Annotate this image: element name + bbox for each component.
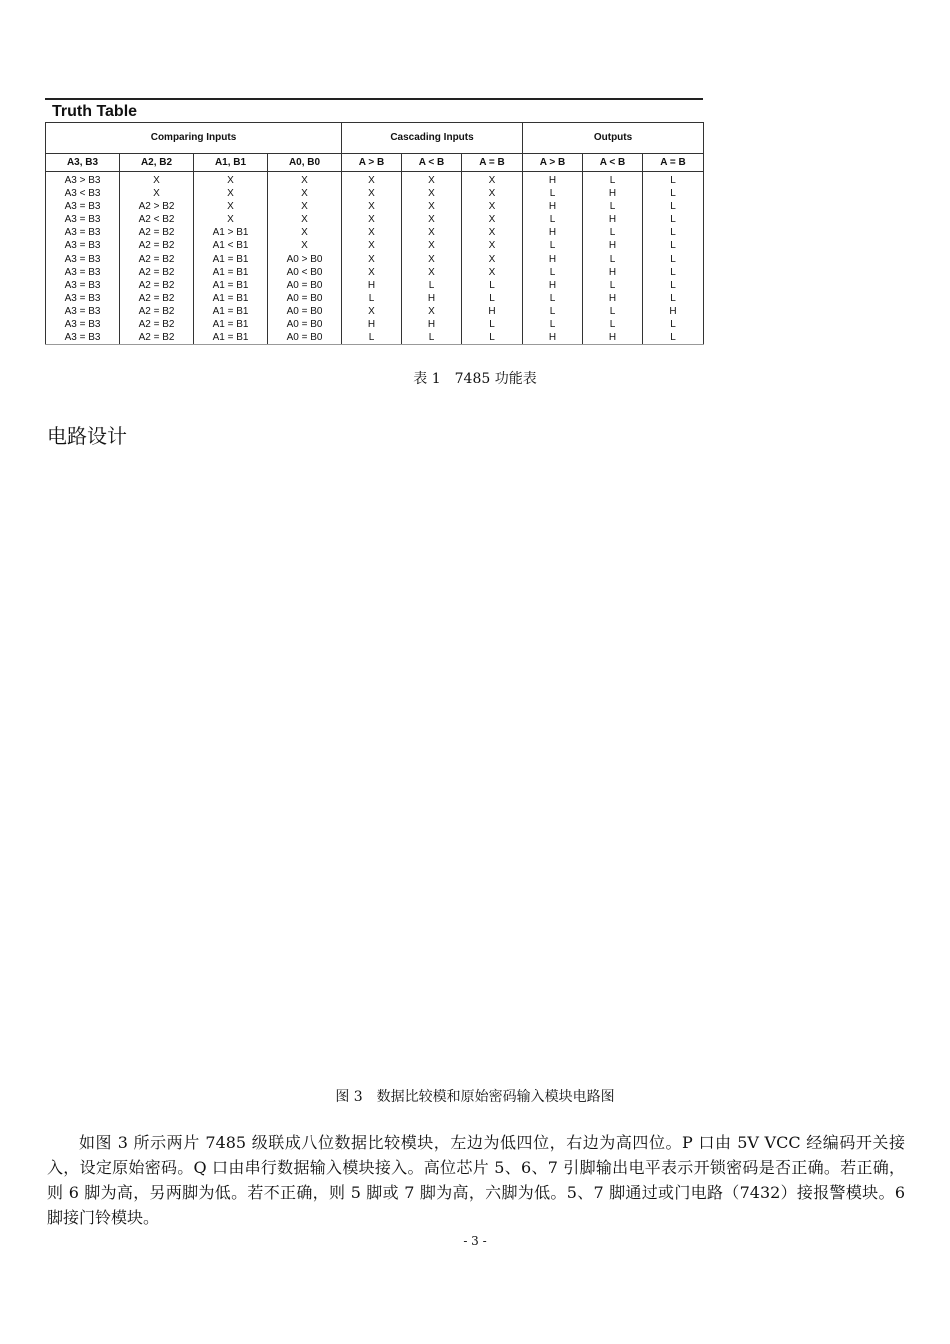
table-cell: X <box>462 253 523 266</box>
table-cell: H <box>583 239 643 252</box>
table-cell: L <box>402 331 462 345</box>
table-cell: H <box>523 331 583 345</box>
table-cell: A2 < B2 <box>120 213 194 226</box>
table-cell: X <box>194 172 268 188</box>
table-cell: X <box>402 239 462 252</box>
table-row <box>46 318 704 331</box>
table-cell: H <box>583 213 643 226</box>
table-cell: X <box>462 187 523 200</box>
table-cell: A2 = B2 <box>120 239 194 252</box>
table-cell: A3 = B3 <box>46 200 120 213</box>
table-cell: X <box>342 239 402 252</box>
figure-caption: 图 3 数据比较模和原始密码输入模块电路图 <box>335 1089 615 1105</box>
table-cell: X <box>462 172 523 188</box>
table-cell: L <box>643 226 704 239</box>
table-cell: H <box>402 292 462 305</box>
table-cell: X <box>462 213 523 226</box>
table-cell: X <box>342 172 402 188</box>
table-cell: H <box>523 172 583 188</box>
table-cell: A2 = B2 <box>120 253 194 266</box>
table-cell: A2 = B2 <box>120 226 194 239</box>
table-cell: A3 > B3 <box>46 172 120 188</box>
table-cell: H <box>523 226 583 239</box>
table-cell: L <box>523 305 583 318</box>
table-cell: A2 = B2 <box>120 305 194 318</box>
table-cell: H <box>342 318 402 331</box>
table-cell: L <box>643 292 704 305</box>
table-cell: X <box>462 200 523 213</box>
table-cell: X <box>342 253 402 266</box>
table-cell: A2 = B2 <box>120 292 194 305</box>
table-cell: A0 > B0 <box>268 253 342 266</box>
table-cell: X <box>194 187 268 200</box>
table-cell: A3 = B3 <box>46 253 120 266</box>
table-cell: L <box>643 253 704 266</box>
table-cell: X <box>402 187 462 200</box>
table-cell: H <box>523 279 583 292</box>
table-row <box>46 305 704 318</box>
table-cell: H <box>342 279 402 292</box>
table-cell: A2 > B2 <box>120 200 194 213</box>
table-cell: A2 = B2 <box>120 331 194 345</box>
table-cell: A1 = B1 <box>194 279 268 292</box>
table-cell: L <box>643 213 704 226</box>
table-cell: A1 < B1 <box>194 239 268 252</box>
column-header: A0, B0 <box>268 154 342 172</box>
truth-table-title: Truth Table <box>45 98 703 122</box>
table-cell: X <box>120 187 194 200</box>
table-cell: A1 = B1 <box>194 305 268 318</box>
table-cell: H <box>402 318 462 331</box>
table-cell: L <box>402 279 462 292</box>
column-header: A = B <box>643 154 704 172</box>
table-cell: X <box>342 213 402 226</box>
table-cell: L <box>523 266 583 279</box>
table-cell: A3 = B3 <box>46 305 120 318</box>
column-header: A3, B3 <box>46 154 120 172</box>
table-cell: L <box>583 200 643 213</box>
truth-table <box>45 122 704 345</box>
table-cell: L <box>643 279 704 292</box>
truth-table-figure <box>45 98 703 354</box>
table-cell: A3 = B3 <box>46 331 120 345</box>
table-cell: H <box>643 305 704 318</box>
table-cell: L <box>583 226 643 239</box>
table-cell: L <box>523 213 583 226</box>
table-cell: L <box>643 266 704 279</box>
table-cell: A3 = B3 <box>46 266 120 279</box>
table-cell: A3 = B3 <box>46 279 120 292</box>
table-cell: H <box>583 331 643 345</box>
table-cell: H <box>523 253 583 266</box>
table-row <box>46 331 704 345</box>
table-cell: X <box>402 172 462 188</box>
table-cell: A0 = B0 <box>268 331 342 345</box>
table-cell: L <box>583 279 643 292</box>
table-cell: L <box>643 187 704 200</box>
column-header: A < B <box>402 154 462 172</box>
table-row <box>46 226 704 239</box>
table-caption: 表 1 7485 功能表 <box>413 371 537 387</box>
table-cell: L <box>342 331 402 345</box>
table-cell: L <box>462 318 523 331</box>
table-row <box>46 200 704 213</box>
table-cell: L <box>462 331 523 345</box>
table-cell: L <box>523 239 583 252</box>
table-cell: X <box>268 200 342 213</box>
table-cell: A0 = B0 <box>268 279 342 292</box>
table-cell: L <box>583 305 643 318</box>
table-cell: A2 = B2 <box>120 318 194 331</box>
table-cell: L <box>342 292 402 305</box>
table-row <box>46 172 704 188</box>
table-cell: L <box>523 187 583 200</box>
table-cell: X <box>342 226 402 239</box>
table-cell: A1 = B1 <box>194 253 268 266</box>
table-cell: L <box>643 200 704 213</box>
table-cell: A0 < B0 <box>268 266 342 279</box>
table-cell: X <box>342 200 402 213</box>
section-heading: 电路设计 <box>47 424 127 448</box>
group-header-comparing: Comparing Inputs <box>46 123 342 154</box>
table-row <box>46 253 704 266</box>
page-number: - 3 - <box>463 1234 487 1248</box>
table-cell: L <box>643 239 704 252</box>
table-cell: X <box>402 200 462 213</box>
table-cell: A1 > B1 <box>194 226 268 239</box>
table-row <box>46 239 704 252</box>
table-cell: X <box>342 187 402 200</box>
table-cell: X <box>268 239 342 252</box>
table-cell: X <box>268 213 342 226</box>
table-cell: A3 = B3 <box>46 292 120 305</box>
table-cell: X <box>462 226 523 239</box>
table-row <box>46 213 704 226</box>
table-cell: X <box>268 172 342 188</box>
table-row <box>46 266 704 279</box>
table-cell: L <box>583 318 643 331</box>
table-cell: A1 = B1 <box>194 292 268 305</box>
table-cell: L <box>643 331 704 345</box>
group-header-outputs: Outputs <box>523 123 704 154</box>
table-cell: A2 = B2 <box>120 279 194 292</box>
table-cell: L <box>462 279 523 292</box>
table-cell: X <box>120 172 194 188</box>
table-cell: X <box>342 305 402 318</box>
table-cell: A1 = B1 <box>194 318 268 331</box>
table-cell: L <box>462 292 523 305</box>
table-cell: X <box>402 305 462 318</box>
table-cell: L <box>643 172 704 188</box>
table-cell: A0 = B0 <box>268 292 342 305</box>
table-row <box>46 187 704 200</box>
table-cell: L <box>583 172 643 188</box>
table-cell: A2 = B2 <box>120 266 194 279</box>
table-cell: X <box>462 239 523 252</box>
table-cell: A0 = B0 <box>268 305 342 318</box>
table-row <box>46 292 704 305</box>
table-cell: L <box>643 318 704 331</box>
table-cell: X <box>402 213 462 226</box>
table-cell: A0 = B0 <box>268 318 342 331</box>
table-cell: X <box>402 226 462 239</box>
table-cell: A1 = B1 <box>194 331 268 345</box>
table-cell: A3 = B3 <box>46 213 120 226</box>
table-cell: X <box>268 187 342 200</box>
group-header-cascading: Cascading Inputs <box>342 123 523 154</box>
column-header: A1, B1 <box>194 154 268 172</box>
table-cell: A3 = B3 <box>46 239 120 252</box>
table-cell: H <box>583 292 643 305</box>
table-cell: A3 = B3 <box>46 318 120 331</box>
table-cell: X <box>402 253 462 266</box>
table-cell: A3 < B3 <box>46 187 120 200</box>
table-cell: X <box>342 266 402 279</box>
column-header: A = B <box>462 154 523 172</box>
table-cell: H <box>462 305 523 318</box>
table-cell: A3 = B3 <box>46 226 120 239</box>
table-cell: A1 = B1 <box>194 266 268 279</box>
table-cell: X <box>194 200 268 213</box>
table-cell: X <box>462 266 523 279</box>
table-cell: H <box>583 266 643 279</box>
column-header: A > B <box>342 154 402 172</box>
table-cell: H <box>523 200 583 213</box>
table-row <box>46 279 704 292</box>
table-cell: X <box>402 266 462 279</box>
table-cell: X <box>194 213 268 226</box>
table-cell: H <box>583 187 643 200</box>
table-cell: L <box>583 253 643 266</box>
column-header: A > B <box>523 154 583 172</box>
table-cell: L <box>523 292 583 305</box>
column-header: A < B <box>583 154 643 172</box>
table-cell: L <box>523 318 583 331</box>
column-header: A2, B2 <box>120 154 194 172</box>
table-cell: X <box>268 226 342 239</box>
body-paragraph: 如图 3 所示两片 7485 级联成八位数据比较模块，左边为低四位，右边为高四位。P 口由 5V VCC 经编码开关接入，设定原始密码。Q 口由串行数据输入模块接入。高位芯片 5、6、7 引脚输出电平表示开锁密码是否正确。若正确，则 6 脚为高，另两脚为低。若不正确，则 5 脚或 7 脚为高，六脚为低。5、7 脚通过或门电路（7432）接报警模块。6 脚接门铃模块。 <box>47 1133 905 1227</box>
